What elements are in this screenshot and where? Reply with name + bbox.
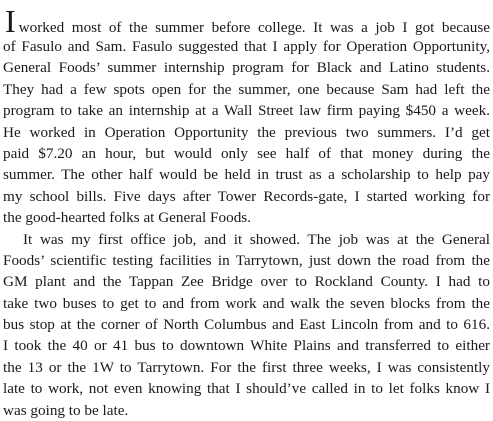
text-line: summer. The other half would be held in trust as a scholarship to help pay [3,166,490,184]
text-line: late to work, not even knowing that I should’ve called in to let folks know I [3,380,490,398]
text-line: take two buses to get to and from work and walk the seven blocks from the [3,294,490,312]
drop-cap: I [5,6,16,36]
text-line: They had a few spots open for the summer, one because Sam had left the [3,80,490,98]
text-line: Foods’ scientific testing facilities in Tarrytown, just down the road from the [3,251,490,269]
text-line: bus stop at the corner of North Columbus and East Lincoln from and to 616. [3,316,490,334]
text-line: I took the 40 or 41 bus to downtown White Plains and transferred to either [3,337,490,355]
text-line: was going to be late. [3,401,129,419]
paragraph-1-line-1 [3,6,490,36]
text-line: worked most of the summer before college. It was a job I got because [18,19,490,36]
text-line: my school bills. Five days after Tower Records-gate, I started working for [3,187,490,205]
text-line: He worked in Operation Opportunity the previous two summers. I’d get [3,123,490,141]
text-line: program to take an internship at a Wall Street law firm paying $450 a week. [3,102,490,120]
text-line: the 13 or the 1W to Tarrytown. For the first three weeks, I was consistently [3,358,490,376]
text-line: of Fasulo and Sam. Fasulo suggested that I apply for Operation Opportunity, [3,38,490,55]
text-line: GM plant and the Tappan Zee Bridge over to Rockland County. I had to [3,273,490,291]
paragraph-2-first-line: It was my first office job, and it showed. The job was at the General [23,230,490,248]
text-line: paid $7.20 an hour, but would only see half of that money during the [3,144,490,162]
text-line: the good-hearted folks at General Foods. [3,209,251,227]
text-line: General Foods’ summer internship program for Black and Latino students. [3,59,490,77]
